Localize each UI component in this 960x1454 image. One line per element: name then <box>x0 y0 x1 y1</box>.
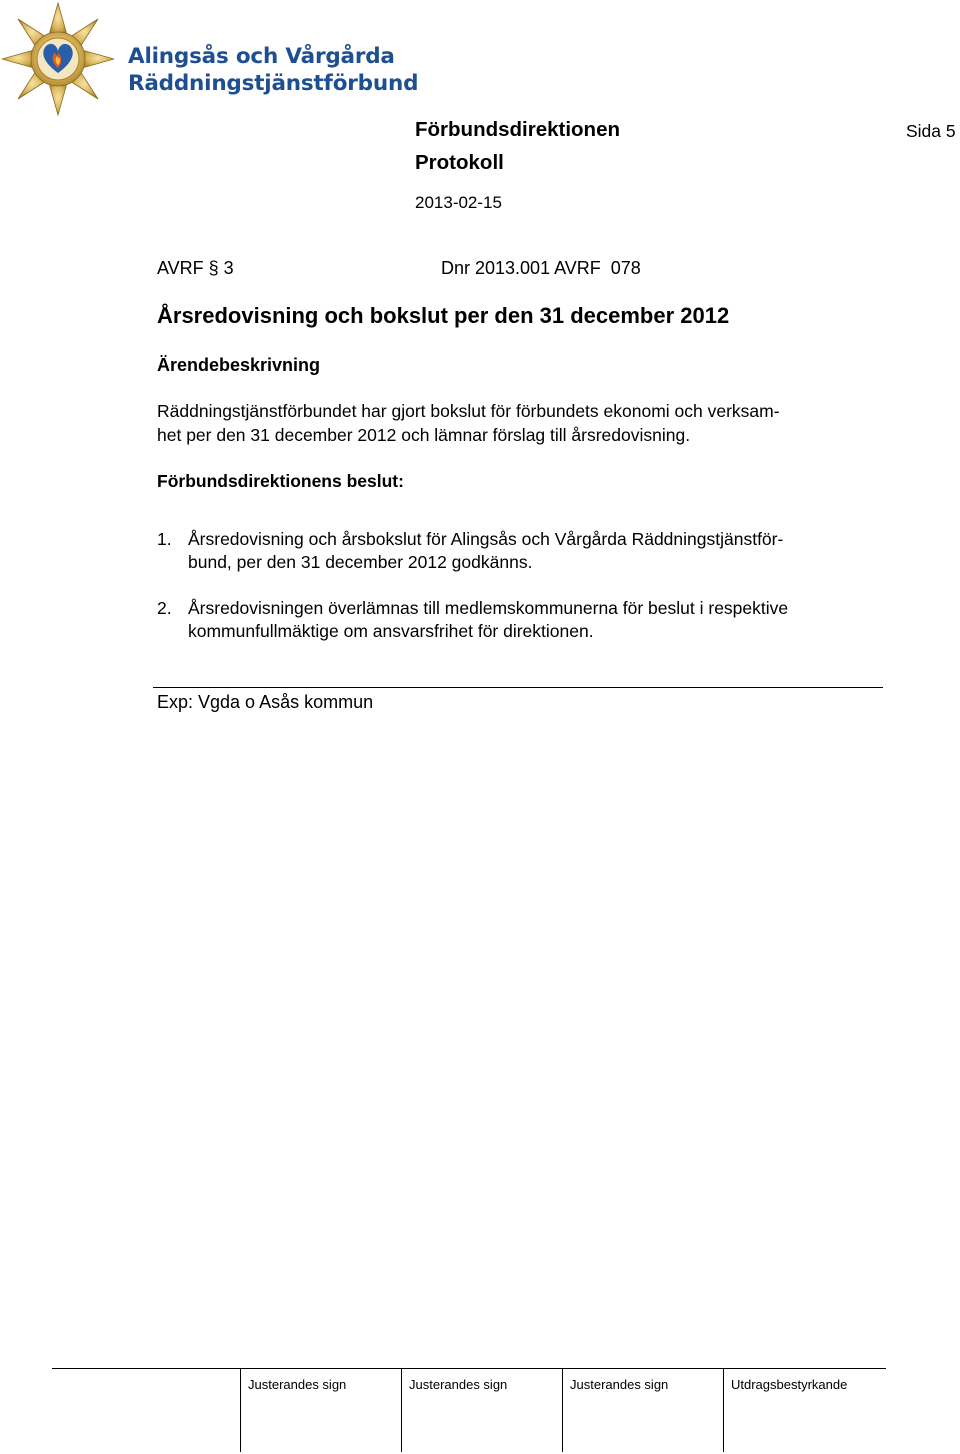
excerpt-certification-label: Utdragsbestyrkande <box>731 1377 848 1392</box>
description-line-1: Räddningstjänstförbundet har gjort bokslut för förbundets ekonomi och verksam- <box>157 401 780 421</box>
decision-item-number: 1. <box>157 529 172 549</box>
signature-column-divider <box>723 1368 724 1452</box>
paragraph-number: AVRF § 3 <box>157 258 234 278</box>
signature-table-top-border <box>52 1368 886 1369</box>
decision-item-line: Årsredovisningen överlämnas till medlemskommunerna för beslut i respektive <box>188 598 789 618</box>
description-heading: Ärendebeskrivning <box>157 355 321 375</box>
decision-item-line: kommunfullmäktige om ansvarsfrihet för direktionen. <box>188 621 594 641</box>
diary-number: Dnr 2013.001 AVRF 078 <box>441 258 641 278</box>
signature-label: Justerandes sign <box>248 1377 347 1392</box>
expedition-note: Exp: Vgda o Asås kommun <box>157 692 374 712</box>
rescue-service-emblem-icon <box>2 2 114 116</box>
decision-heading: Förbundsdirektionens beslut: <box>157 471 404 491</box>
signature-label: Justerandes sign <box>570 1377 669 1392</box>
decision-item-line: bund, per den 31 december 2012 godkänns. <box>188 552 533 572</box>
page-number: Sida 5 <box>906 121 956 141</box>
signature-column-divider <box>562 1368 563 1452</box>
signature-label: Justerandes sign <box>409 1377 508 1392</box>
decision-item-line: Årsredovisning och årsbokslut för Alingsås och Vårgårda Räddningstjänstför- <box>188 529 784 549</box>
signature-column-divider <box>240 1368 241 1452</box>
meeting-date: 2013-02-15 <box>415 193 502 212</box>
document-type: Protokoll <box>415 151 504 174</box>
signature-column-divider <box>401 1368 402 1452</box>
logo-org-name-line2: Räddningstjänstförbund <box>128 71 419 96</box>
description-line-2: het per den 31 december 2012 och lämnar förslag till årsredovisning. <box>157 425 691 445</box>
expedition-divider <box>153 687 883 688</box>
case-title: Årsredovisning och bokslut per den 31 december 2012 <box>157 303 730 328</box>
decision-item-number: 2. <box>157 598 172 618</box>
logo-org-name-line1: Alingsås och Vårgårda <box>128 44 395 69</box>
document-header-title: Förbundsdirektionen <box>415 118 620 141</box>
